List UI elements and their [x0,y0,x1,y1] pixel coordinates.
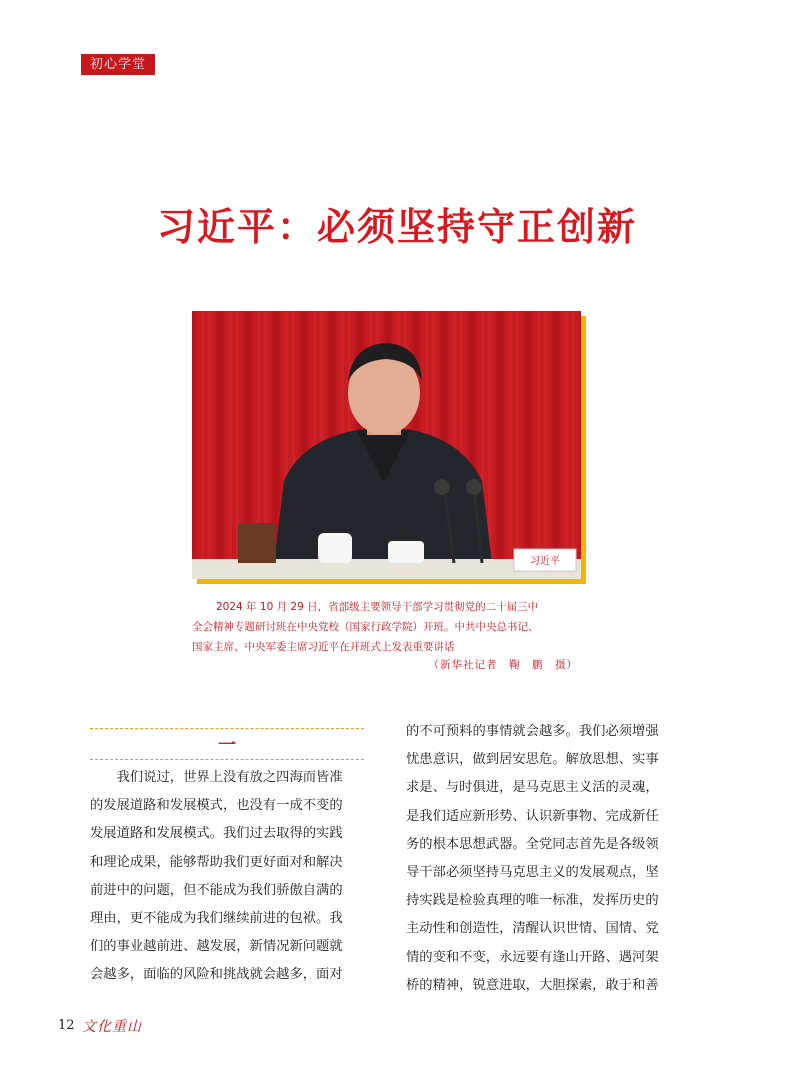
text-line: 和理论成果，能够帮助我们更好面对和解决 [90,854,343,870]
text-line: 们的事业越前进、越发展，新情况新问题就 [90,939,343,955]
caption-line: 2024 年 10 月 29 日，省部级主要领导干部学习贯彻党的二十届三中 [216,601,539,613]
text-line: 求是、与时俱进，是马克思主义活的灵魂， [406,780,659,796]
body-text-right [406,718,686,1000]
section-divider-bottom [90,759,364,760]
body-column-left [90,728,364,990]
text-line: 会越多，面临的风险和挑战就会越多，面对 [90,967,343,983]
text-line: 务的根本思想武器。全党同志首先是各级领 [406,836,659,852]
photo-credit: （新华社记者 鞠 鹏 摄） [428,659,578,671]
article-photo [192,311,581,579]
page-number: 12 [58,1018,75,1033]
text-line: 是我们适应新形势、认识新事物、完成新任 [406,808,659,824]
text-line: 桥的精神，锐意进取，大胆探索，敢于和善 [406,977,659,993]
photo-caption [192,597,586,657]
text-line: 理由，更不能成为我们继续前进的包袱。我 [90,911,343,927]
text-line: 前进中的问题，但不能成为我们骄傲自满的 [90,882,343,898]
text-line: 我们说过，世界上没有放之四海而皆准 [90,770,343,785]
text-line: 情的变和不变，永远要有逢山开路、遇河架 [406,949,659,965]
nameplate-text: 习近平 [530,556,560,567]
text-line: 发展道路和发展模式。我们过去取得的实践 [90,826,343,842]
caption-line: 国家主席、中央军委主席习近平在开班式上发表重要讲话 [192,641,455,653]
text-line: 的不可预料的事情就会越多。我们必须增强 [406,724,659,739]
text-line: 持实践是检验真理的唯一标准，发挥历史的 [406,893,659,909]
body-column-right [406,718,686,1000]
caption-line: 全会精神专题研讨班在中央党校（国家行政学院）开班。中共中央总书记、 [192,621,539,633]
section-divider-top [90,728,364,729]
text-line: 导干部必须坚持马克思主义的发展观点，坚 [406,865,659,881]
section-tag: 初心学堂 [81,54,155,75]
text-line: 忧患意识，做到居安思危。解放思想、实事 [406,752,659,768]
article-title: 习近平：必须坚持守正创新 [156,205,637,249]
text-line: 主动性和创造性，清醒认识世情、国情、党 [406,921,659,937]
body-text-left [90,764,364,990]
magazine-logo: 文化重山 [82,1019,142,1035]
section-numeral: 一 [218,735,236,756]
text-line: 的发展道路和发展模式，也没有一成不变的 [90,798,343,814]
